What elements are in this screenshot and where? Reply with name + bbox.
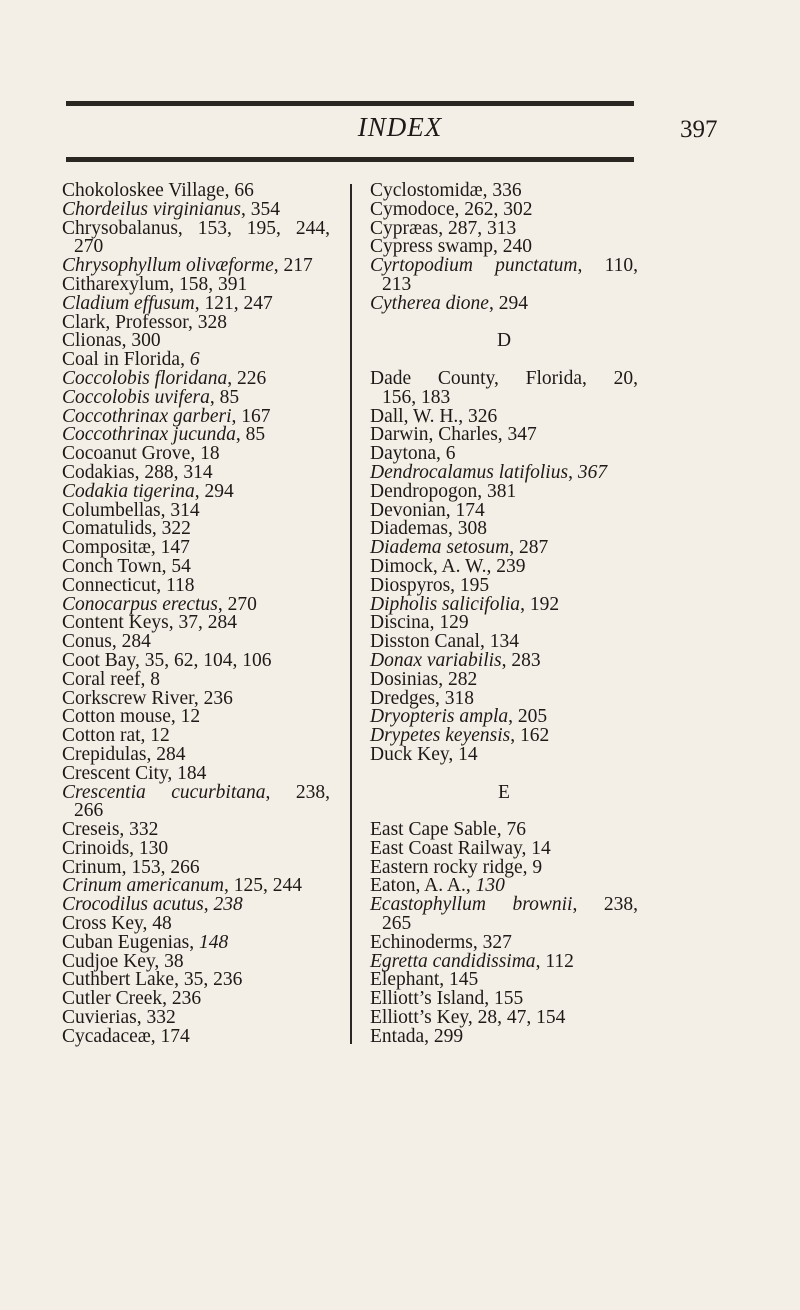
- entry-text: Content Keys, 37, 284: [62, 612, 237, 634]
- entry-text: Donax variabilis: [370, 649, 502, 671]
- entry-text: Comatulids, 322: [62, 518, 191, 540]
- index-entry: [62, 781, 330, 822]
- entry-text: ,: [203, 894, 214, 916]
- entry-text: Cotton mouse, 12: [62, 706, 201, 728]
- entry-text: Cuban Eugenias,: [62, 931, 200, 953]
- entry-text: Cross Key, 48: [62, 913, 172, 935]
- entry-text: Chrysophyllum olivæforme: [62, 255, 274, 277]
- entry-text: , 287: [509, 537, 549, 559]
- index-column-right: [370, 182, 638, 1047]
- entry-text: 238: [213, 894, 243, 916]
- entry-text: , 121, 247: [194, 292, 273, 314]
- entry-text: Cycadaceæ, 174: [62, 1025, 190, 1047]
- entry-text: Eastern rocky ridge, 9: [370, 856, 543, 878]
- entry-text: Cyclostomidæ, 336: [370, 180, 522, 201]
- entry-text: Dall, W. H., 326: [370, 405, 498, 427]
- entry-text: Clionas, 300: [62, 330, 161, 352]
- entry-text: Chrysobalanus, 153, 195, 244,: [62, 217, 330, 239]
- index-entry: [370, 367, 638, 408]
- entry-text: Crocodilus acutus: [62, 894, 204, 916]
- entry-text: Crinoids, 130: [62, 837, 169, 859]
- entry-text: Cypress swamp, 240: [370, 236, 532, 258]
- entry-text: Darwin, Charles, 347: [370, 424, 537, 446]
- entry-text: Chokoloskee Village, 66: [62, 180, 254, 201]
- entry-text: 213: [382, 273, 412, 295]
- entry-text: East Coast Railway, 14: [370, 837, 551, 859]
- entry-text: Elliott’s Island, 155: [370, 988, 524, 1010]
- index-entry: [370, 257, 638, 295]
- entry-text: ,: [568, 461, 578, 483]
- entry-text: , 110,: [577, 255, 638, 277]
- entry-text: Eaton, A. A.,: [370, 875, 476, 897]
- entry-text: Cyrtopodium punctatum: [370, 255, 578, 277]
- entry-text: Conch Town, 54: [62, 555, 191, 577]
- entry-text: 367: [577, 461, 608, 483]
- index-entry: [370, 896, 638, 934]
- entry-text: 130: [475, 875, 505, 897]
- entry-text: Crescent City, 184: [62, 762, 207, 784]
- entry-text: , 85: [209, 386, 240, 408]
- entry-text: Coral reef, 8: [62, 668, 160, 690]
- entry-text: Dredges, 318: [370, 687, 474, 709]
- entry-text: Diademas, 308: [370, 518, 487, 540]
- entry-text: Crescentia cucurbitana: [62, 781, 266, 803]
- entry-text: 266: [74, 800, 104, 822]
- entry-text: Coot Bay, 35, 62, 104, 106: [62, 649, 272, 671]
- entry-text: Dosinias, 282: [370, 668, 478, 690]
- entry-text: Connecticut, 118: [62, 574, 195, 596]
- index-entry: [370, 743, 638, 765]
- entry-text: Drypetes keyensis: [370, 725, 511, 747]
- entry-text: Creseis, 332: [62, 819, 159, 841]
- entry-text: East Cape Sable, 76: [370, 819, 526, 841]
- page-title: INDEX: [357, 112, 443, 142]
- index-entry: [62, 217, 330, 258]
- entry-text: Dendropogon, 381: [370, 480, 517, 502]
- index-entry: [370, 1025, 638, 1047]
- entry-text: Echinoderms, 327: [370, 931, 512, 953]
- entry-text: Chordeilus virginianus: [62, 198, 241, 220]
- entry-line: [370, 743, 638, 765]
- entry-text: , 283: [501, 649, 541, 671]
- section-letter-heading: D: [496, 330, 512, 352]
- entry-text: Clark, Professor, 328: [62, 311, 227, 333]
- entry-text: , 125, 244: [223, 875, 302, 897]
- spacer: [370, 765, 638, 784]
- entry-text: Crinum americanum: [62, 875, 224, 897]
- entry-line: [370, 1025, 638, 1047]
- entry-text: , 294: [488, 292, 528, 314]
- entry-text: Crepidulas, 284: [62, 743, 186, 765]
- entry-text: 156, 183: [382, 386, 451, 408]
- entry-text: Cotton rat, 12: [62, 725, 170, 747]
- entry-text: Conocarpus erectus: [62, 593, 218, 615]
- entry-text: , 167: [231, 405, 271, 427]
- entry-text: Diadema setosum: [370, 537, 510, 559]
- page-number: 397: [680, 116, 718, 143]
- entry-text: Codakias, 288, 314: [62, 461, 213, 483]
- entry-text: , 217: [273, 255, 313, 277]
- entry-text: Cymodoce, 262, 302: [370, 198, 533, 220]
- entry-text: , 162: [510, 725, 550, 747]
- entry-text: 148: [199, 931, 229, 953]
- entry-text: Coccolobis floridana: [62, 367, 228, 389]
- entry-text: Dimock, A. W., 239: [370, 555, 526, 577]
- entry-text: , 270: [217, 593, 257, 615]
- entry-text: Elliott’s Key, 28, 47, 154: [370, 1007, 566, 1029]
- entry-text: , 112: [535, 950, 574, 972]
- entry-text: Columbellas, 314: [62, 499, 200, 521]
- entry-text: Corkscrew River, 236: [62, 687, 233, 709]
- entry-text: Cuvierias, 332: [62, 1007, 176, 1029]
- entry-text: Cypræas, 287, 313: [370, 217, 517, 239]
- entry-text: Duck Key, 14: [370, 743, 478, 765]
- entry-text: Devonian, 174: [370, 499, 485, 521]
- entry-text: , 192: [520, 593, 560, 615]
- entry-text: Dryopteris ampla: [370, 706, 509, 728]
- entry-text: , 238,: [265, 781, 330, 803]
- entry-text: Codakia tigerina: [62, 480, 195, 502]
- entry-text: Elephant, 145: [370, 969, 479, 991]
- entry-text: Crinum, 153, 266: [62, 856, 200, 878]
- entry-text: Entada, 299: [370, 1025, 464, 1047]
- entry-text: 270: [74, 236, 104, 258]
- entry-text: Diospyros, 195: [370, 574, 490, 596]
- entry-text: Ecastophyllum brownii: [370, 894, 573, 916]
- entry-text: Dendrocalamus latifolius: [370, 461, 569, 483]
- entry-text: 265: [382, 913, 412, 935]
- entry-line: [370, 292, 638, 314]
- entry-text: , 205: [508, 706, 548, 728]
- header-rule-bottom: [66, 157, 634, 162]
- entry-text: Cytherea dione: [370, 292, 489, 314]
- entry-text: , 238,: [572, 894, 639, 916]
- entry-text: Cudjoe Key, 38: [62, 950, 184, 972]
- column-divider: [350, 184, 352, 1044]
- entry-text: Coccothrinax jucunda: [62, 424, 236, 446]
- entry-text: Disston Canal, 134: [370, 631, 519, 653]
- entry-text: , 226: [227, 367, 267, 389]
- index-column-left: [62, 182, 330, 1047]
- entry-line: [62, 1025, 330, 1047]
- entry-text: Coccothrinax garberi: [62, 405, 232, 427]
- entry-text: , 294: [194, 480, 234, 502]
- entry-text: 6: [189, 349, 200, 371]
- entry-text: Cutler Creek, 236: [62, 988, 202, 1010]
- entry-text: Cladium effusum: [62, 292, 195, 314]
- entry-text: Cuthbert Lake, 35, 236: [62, 969, 243, 991]
- index-entry: [370, 292, 638, 314]
- entry-text: Coccolobis uvifera: [62, 386, 210, 408]
- entry-text: Conus, 284: [62, 631, 151, 653]
- section-letter-heading: E: [498, 781, 510, 803]
- header-rule-top: [66, 101, 634, 106]
- index-entry: [62, 1025, 330, 1047]
- entry-text: Compositæ, 147: [62, 537, 190, 559]
- entry-text: Dipholis salicifolia: [370, 593, 521, 615]
- entry-text: Citharexylum, 158, 391: [62, 273, 248, 295]
- entry-text: Coal in Florida,: [62, 349, 190, 371]
- entry-text: , 354: [240, 198, 280, 220]
- entry-text: Discina, 129: [370, 612, 469, 634]
- entry-text: Dade County, Florida, 20,: [370, 367, 638, 389]
- entry-text: Daytona, 6: [370, 443, 456, 465]
- entry-text: Egretta candidissima: [370, 950, 536, 972]
- entry-text: , 85: [235, 424, 266, 446]
- entry-text: Cocoanut Grove, 18: [62, 443, 220, 465]
